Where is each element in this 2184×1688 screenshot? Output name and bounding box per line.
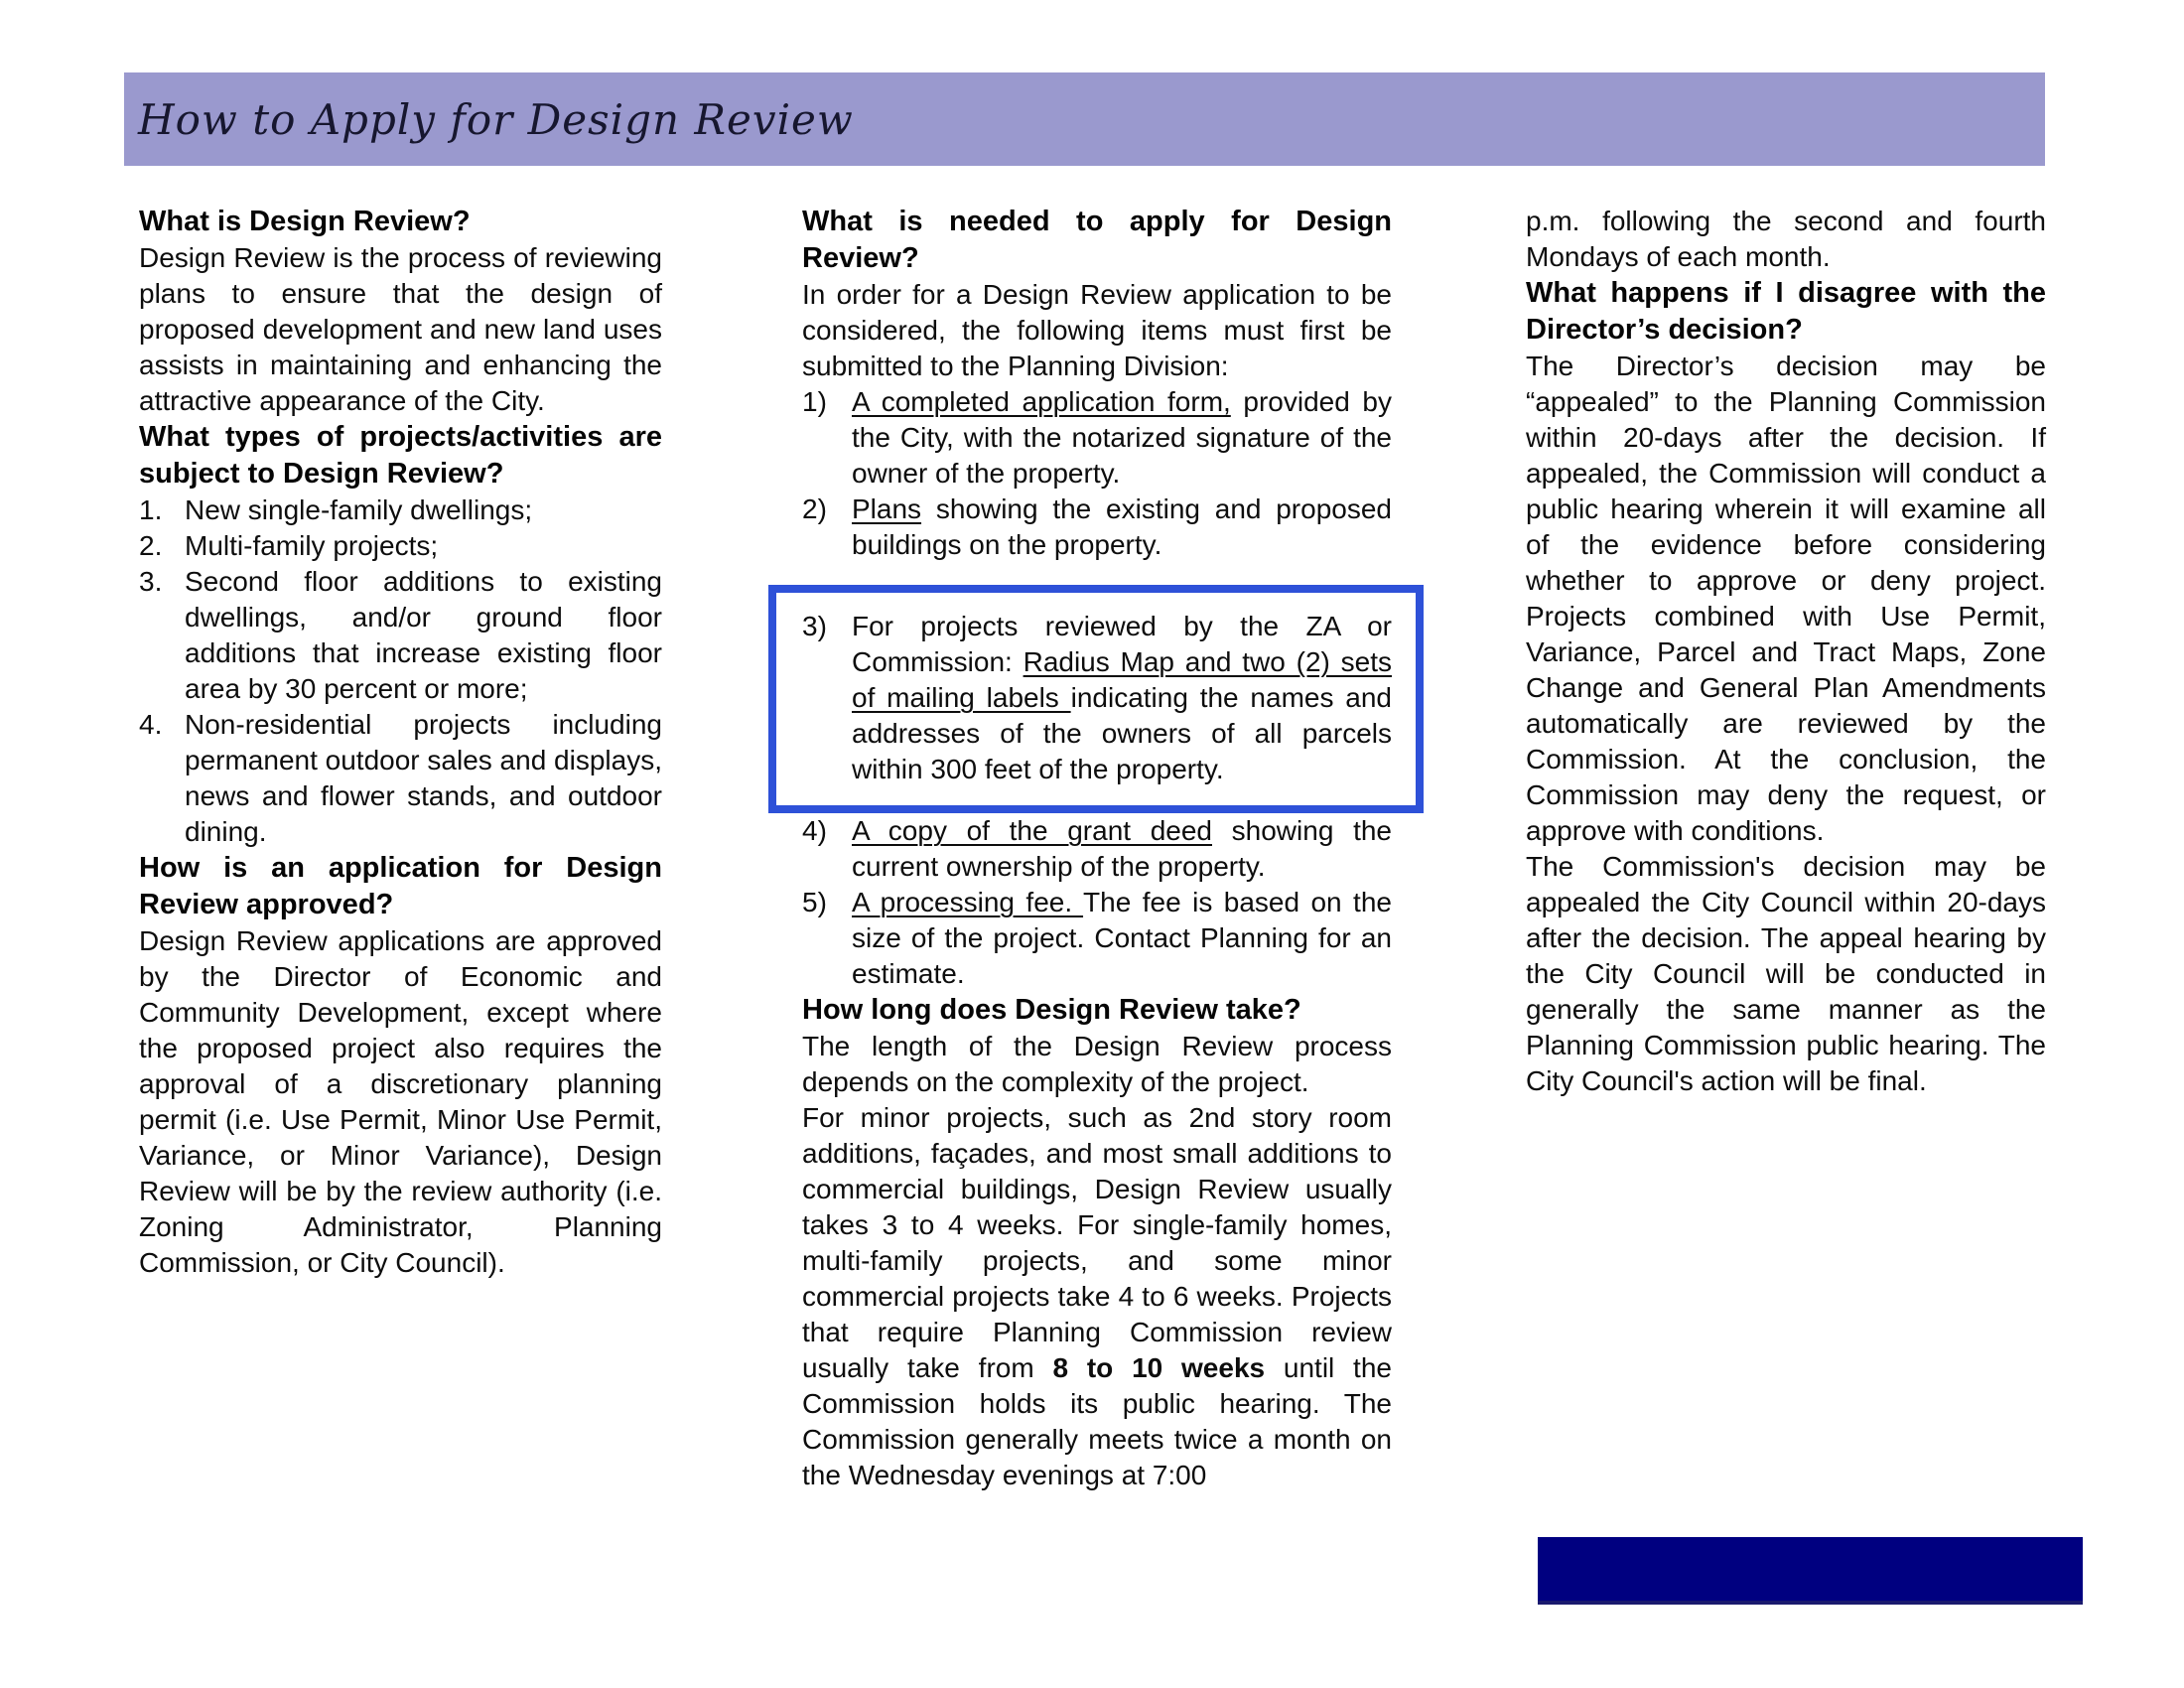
text-column-right [1526, 204, 2046, 1099]
underlined-text: A completed application form, [852, 386, 1231, 417]
paragraph [802, 1029, 1392, 1100]
paragraph [1526, 849, 2046, 1099]
text-run: The fee is based on the size of the project. Contact Planning for an estimate. [852, 887, 1392, 989]
numbered-item [139, 528, 662, 564]
numbered-item [802, 492, 1392, 563]
text-run: Design Review is the process of reviewing plans to ensure that the design of proposed development and new land uses assists in maintaining and enhancing the attractive appearance of the City. [139, 242, 662, 416]
text-run: Multi-family projects; [185, 530, 439, 561]
text-run: provided by the City, with the notarized signature of the owner of the property. [852, 386, 1392, 489]
highlight-box [768, 585, 1424, 813]
paragraph [802, 277, 1392, 384]
section-heading [1526, 275, 2046, 349]
item-text [852, 885, 1392, 992]
item-number: 5) [802, 887, 827, 917]
text-run: Design Review applications are approved by the Director of Economic and Community Development, except where the proposed project also requires the approval of a discretionary planning permit (i.e. Use Permit, Minor Use Permit, Variance, or Minor Variance), Design Review will be by the review authority (i.e. Zoning Administrator, Planning Commission, or City Council). [139, 925, 662, 1278]
item-text [185, 528, 662, 564]
section-heading [139, 204, 662, 240]
item-text [852, 813, 1392, 885]
bold-text: 8 to 10 weeks [1052, 1352, 1266, 1383]
item-number: 3) [802, 611, 827, 641]
text-run: p.m. following the second and fourth Mondays of each month. [1526, 206, 2046, 272]
item-number: 2. [139, 530, 163, 561]
text-run: Second floor additions to existing dwellings, and/or ground floor additions that increase existing floor area by 30 percent or more; [185, 566, 662, 704]
text-run: In order for a Design Review application to be considered, the following items must first be submitted to the Planning Division: [802, 279, 1392, 381]
section-heading [802, 992, 1392, 1029]
text-run: What happens if I disagree with the Director’s decision? [1526, 277, 2046, 346]
text-run: For projects reviewed by the ZA or Commission: [852, 611, 1392, 677]
item-text [852, 384, 1392, 492]
text-run: The Commission's decision may be appealed the City Council within 20-days after the decision. The appeal hearing by the City Council will be conducted in generally the same manner as the Planning Commission public hearing. The City Council's action will be final. [1526, 851, 2046, 1096]
underlined-text: Plans [852, 493, 922, 524]
underlined-text: A copy of the grant deed [852, 815, 1212, 846]
item-text [852, 609, 1392, 787]
paragraph [139, 240, 662, 419]
text-run: until the Commission holds its public hearing. The Commission generally meets twice a month on the Wednesday evenings at 7:00 [802, 1352, 1392, 1490]
text-run: showing the current ownership of the property. [852, 815, 1392, 882]
text-run: showing the existing and proposed buildings on the property. [852, 493, 1392, 560]
numbered-item [139, 564, 662, 707]
text-run: Non-residential projects including permanent outdoor sales and displays, news and flower stands, and outdoor dining. [185, 709, 662, 847]
item-number: 1. [139, 494, 163, 525]
text-run: The length of the Design Review process depends on the complexity of the project. [802, 1031, 1392, 1097]
text-run: How is an application for Design Review approved? [139, 852, 662, 920]
item-number: 1) [802, 386, 827, 417]
text-run: New single-family dwellings; [185, 494, 533, 525]
page-header-banner [124, 72, 2045, 166]
item-text [852, 492, 1392, 563]
paragraph [1526, 349, 2046, 849]
section-heading [139, 419, 662, 492]
paragraph [139, 923, 662, 1281]
text-run: How long does Design Review take? [802, 994, 1301, 1026]
text-run: indicating the names and addresses of the owners of all parcels within 300 feet of the property. [852, 682, 1392, 784]
text-run: The Director’s decision may be “appealed” to the Planning Commission within 20-days after the decision. If appealed, the Commission will conduct a public hearing wherein it will examine all of the evidence before considering whether to approve or deny project. Projects combined with Use Permit, Variance, Parcel and Tract Maps, Zone Change and General Plan Amendments automatically are reviewed by the Commission. At the conclusion, the Commission may deny the request, or approve with conditions. [1526, 351, 2046, 846]
numbered-item [139, 492, 662, 528]
numbered-item [802, 384, 1392, 492]
text-column-center [802, 204, 1392, 1493]
page-title: How to Apply for Design Review [138, 94, 854, 144]
text-run: What types of projects/activities are subject to Design Review? [139, 421, 662, 490]
numbered-item [802, 885, 1392, 992]
item-text [185, 707, 662, 850]
paragraph [802, 1100, 1392, 1493]
numbered-item [802, 813, 1392, 885]
paragraph [1526, 204, 2046, 275]
underlined-text: Radius Map and two (2) sets of mailing labels [852, 646, 1392, 713]
section-heading [802, 204, 1392, 277]
section-heading [139, 850, 662, 923]
item-number: 3. [139, 566, 163, 597]
text-run: For minor projects, such as 2nd story room additions, façades, and most small additions to commercial buildings, Design Review usually takes 3 to 4 weeks. For single-family homes, multi-family projects, and some minor commercial projects take 4 to 6 weeks. Projects that require Planning Commission review usually take from [802, 1102, 1392, 1383]
navy-footer-bar [1538, 1537, 2083, 1605]
underlined-text: A processing fee. [852, 887, 1084, 917]
numbered-item [802, 609, 1392, 787]
text-column-left [139, 204, 662, 1281]
item-number: 4) [802, 815, 827, 846]
item-number: 4. [139, 709, 163, 740]
text-run: What is Design Review? [139, 206, 471, 237]
item-number: 2) [802, 493, 827, 524]
item-text [185, 492, 662, 528]
text-run: What is needed to apply for Design Review? [802, 206, 1392, 274]
item-text [185, 564, 662, 707]
numbered-item [139, 707, 662, 850]
